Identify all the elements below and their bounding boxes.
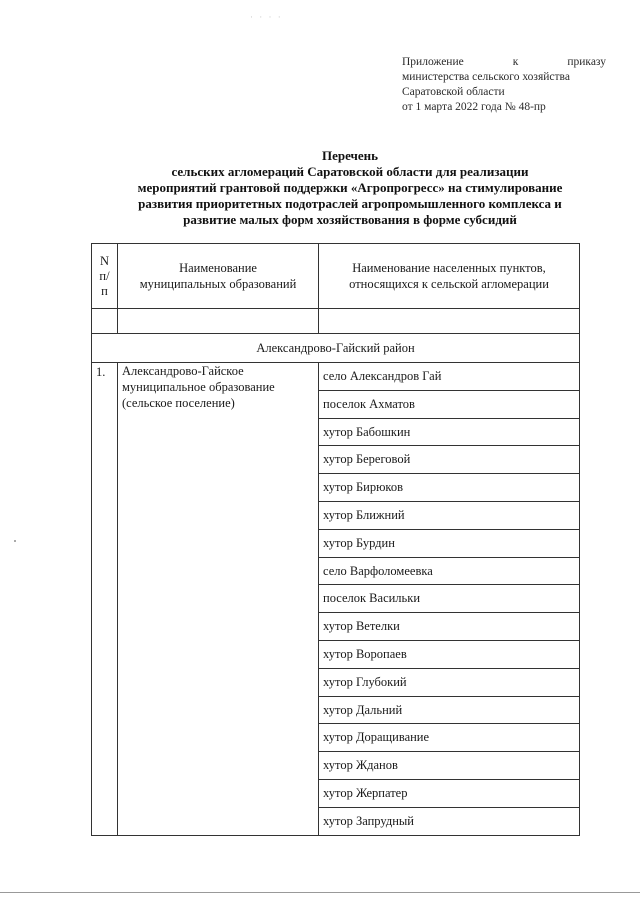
settlement-name: хутор Глубокий: [319, 668, 580, 696]
document-title: [100, 148, 600, 228]
agglomeration-table: [91, 243, 580, 836]
appendix-word-1: Приложение: [402, 56, 464, 68]
appendix-note: [402, 55, 606, 115]
entry-municipality: [118, 363, 319, 836]
header-number-line-1: N: [99, 253, 110, 268]
settlement-name: хутор Жерпатер: [319, 779, 580, 807]
settlement-name: хутор Дальний: [319, 696, 580, 724]
settlement-name: поселок Ахматов: [319, 390, 580, 418]
header-municipality-line-1: Наименование: [179, 261, 257, 275]
title-line-3: мероприятий грантовой поддержки «Агропрогресс» на стимулирование: [137, 180, 563, 195]
appendix-line-1: [402, 55, 606, 70]
settlement-name: поселок Васильки: [319, 585, 580, 613]
district-name: Александрово-Гайский район: [92, 334, 580, 363]
scan-speck: [14, 540, 16, 542]
appendix-word-3: приказу: [567, 56, 606, 68]
settlement-name: село Александров Гай: [319, 363, 580, 391]
settlement-name: хутор Бирюков: [319, 474, 580, 502]
appendix-word-2: к: [512, 56, 519, 68]
header-settlements-line-1: Наименование населенных пунктов,: [352, 261, 546, 275]
settlement-name: хутор Воропаев: [319, 640, 580, 668]
spacer-cell: [92, 309, 118, 334]
header-number-line-2: п/: [99, 268, 110, 283]
header-number: [92, 244, 118, 309]
table-header-row: [92, 244, 580, 309]
header-settlements-line-2: относящихся к сельской агломерации: [349, 277, 549, 291]
appendix-line-3: Саратовской области: [402, 86, 505, 98]
appendix-line-4: от 1 марта 2022 года № 48-пр: [402, 101, 546, 113]
settlement-name: хутор Бабошкин: [319, 418, 580, 446]
header-settlements: [319, 244, 580, 309]
settlement-name: хутор Доращивание: [319, 724, 580, 752]
settlement-name: хутор Береговой: [319, 446, 580, 474]
district-row: [92, 334, 580, 363]
title-line-1: Перечень: [321, 148, 379, 163]
scan-edge-line: [0, 892, 640, 893]
settlement-name: село Варфоломеевка: [319, 557, 580, 585]
header-municipality-line-2: муниципальных образований: [139, 277, 297, 291]
settlement-name: хутор Ближний: [319, 501, 580, 529]
settlement-rows: [92, 363, 580, 836]
scan-mark: · · · ·: [250, 12, 283, 22]
header-municipality: [118, 244, 319, 309]
title-line-5: развитие малых форм хозяйствования в форме субсидий: [183, 212, 517, 227]
spacer-cell: [118, 309, 319, 334]
title-line-2: сельских агломераций Саратовской области для реализации: [171, 164, 529, 179]
municipality-line: муниципальное образование: [122, 380, 275, 394]
title-line-4: развития приоритетных подотраслей агропромышленного комплекса и: [138, 196, 562, 211]
entry-number: 1.: [92, 363, 118, 836]
settlement-name: хутор Бурдин: [319, 529, 580, 557]
municipality-line: Александрово-Гайское: [122, 364, 244, 378]
header-number-line-3: п: [101, 283, 108, 298]
table-row: [92, 363, 580, 391]
appendix-line-2: министерства сельского хозяйства: [402, 71, 570, 83]
settlement-name: хутор Ветелки: [319, 613, 580, 641]
spacer-cell: [319, 309, 580, 334]
municipality-line: (сельское поселение): [122, 396, 235, 410]
settlement-name: хутор Жданов: [319, 752, 580, 780]
table-spacer-row: [92, 309, 580, 334]
settlement-name: хутор Запрудный: [319, 807, 580, 835]
